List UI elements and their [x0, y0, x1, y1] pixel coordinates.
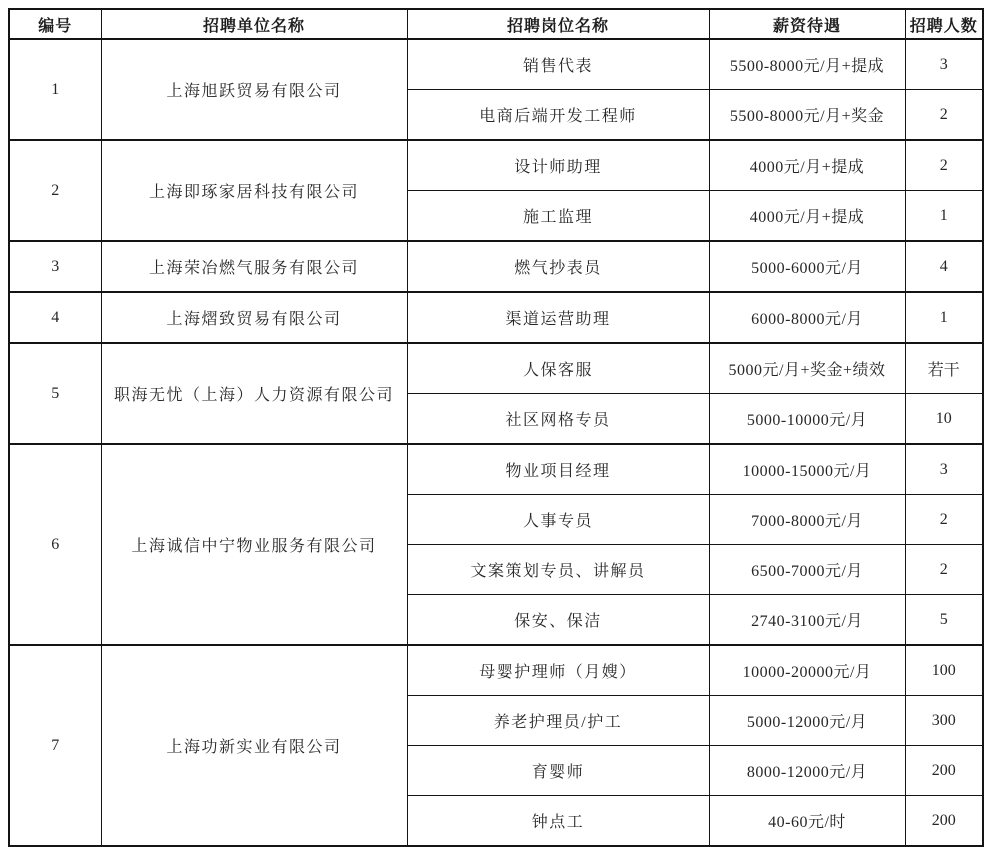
- position-cell: 渠道运营助理: [407, 292, 709, 343]
- header-no: 编号: [9, 9, 101, 39]
- position-cell: 燃气抄表员: [407, 241, 709, 292]
- position-cell: 文案策划专员、讲解员: [407, 545, 709, 595]
- table-row: [9, 292, 983, 343]
- row-number-cell: 5: [9, 343, 101, 444]
- position-cell: 物业项目经理: [407, 444, 709, 495]
- salary-cell: 10000-20000元/月: [709, 645, 905, 696]
- table-row: [9, 645, 983, 696]
- row-number-cell: 2: [9, 140, 101, 241]
- position-cell: 母婴护理师（月嫂）: [407, 645, 709, 696]
- headcount-cell: 3: [905, 444, 983, 495]
- position-cell: 设计师助理: [407, 140, 709, 191]
- position-cell: 施工监理: [407, 191, 709, 242]
- headcount-cell: 1: [905, 191, 983, 242]
- headcount-cell: 1: [905, 292, 983, 343]
- salary-cell: 8000-12000元/月: [709, 746, 905, 796]
- company-cell: 上海诚信中宁物业服务有限公司: [101, 444, 407, 645]
- company-cell: 职海无忧（上海）人力资源有限公司: [101, 343, 407, 444]
- position-cell: 人保客服: [407, 343, 709, 394]
- headcount-cell: 5: [905, 595, 983, 646]
- table-row: [9, 140, 983, 191]
- headcount-cell: 2: [905, 90, 983, 141]
- salary-cell: 5500-8000元/月+奖金: [709, 90, 905, 141]
- position-cell: 人事专员: [407, 495, 709, 545]
- salary-cell: 5500-8000元/月+提成: [709, 39, 905, 90]
- headcount-cell: 10: [905, 394, 983, 445]
- headcount-cell: 200: [905, 796, 983, 847]
- table-row: [9, 241, 983, 292]
- salary-cell: 6000-8000元/月: [709, 292, 905, 343]
- position-cell: 销售代表: [407, 39, 709, 90]
- position-cell: 育婴师: [407, 746, 709, 796]
- position-cell: 钟点工: [407, 796, 709, 847]
- headcount-cell: 4: [905, 241, 983, 292]
- company-cell: 上海旭跃贸易有限公司: [101, 39, 407, 140]
- salary-cell: 5000元/月+奖金+绩效: [709, 343, 905, 394]
- salary-cell: 10000-15000元/月: [709, 444, 905, 495]
- row-number-cell: 7: [9, 645, 101, 846]
- headcount-cell: 100: [905, 645, 983, 696]
- position-cell: 社区网格专员: [407, 394, 709, 445]
- header-salary: 薪资待遇: [709, 9, 905, 39]
- row-number-cell: 4: [9, 292, 101, 343]
- headcount-cell: 2: [905, 545, 983, 595]
- salary-cell: 7000-8000元/月: [709, 495, 905, 545]
- table-row: [9, 39, 983, 90]
- headcount-cell: 3: [905, 39, 983, 90]
- headcount-cell: 2: [905, 140, 983, 191]
- salary-cell: 6500-7000元/月: [709, 545, 905, 595]
- headcount-cell: 若干: [905, 343, 983, 394]
- headcount-cell: 200: [905, 746, 983, 796]
- position-cell: 养老护理员/护工: [407, 696, 709, 746]
- company-cell: 上海功新实业有限公司: [101, 645, 407, 846]
- recruitment-table: [8, 8, 984, 847]
- salary-cell: 40-60元/时: [709, 796, 905, 847]
- company-cell: 上海荣冶燃气服务有限公司: [101, 241, 407, 292]
- row-number-cell: 3: [9, 241, 101, 292]
- header-headcount: 招聘人数: [905, 9, 983, 39]
- table-row: [9, 444, 983, 495]
- position-cell: 电商后端开发工程师: [407, 90, 709, 141]
- header-company: 招聘单位名称: [101, 9, 407, 39]
- salary-cell: 4000元/月+提成: [709, 191, 905, 242]
- row-number-cell: 1: [9, 39, 101, 140]
- table-header-row: [9, 9, 983, 39]
- headcount-cell: 2: [905, 495, 983, 545]
- company-cell: 上海即琢家居科技有限公司: [101, 140, 407, 241]
- position-cell: 保安、保洁: [407, 595, 709, 646]
- salary-cell: 5000-10000元/月: [709, 394, 905, 445]
- salary-cell: 2740-3100元/月: [709, 595, 905, 646]
- table-row: [9, 343, 983, 394]
- salary-cell: 5000-12000元/月: [709, 696, 905, 746]
- salary-cell: 5000-6000元/月: [709, 241, 905, 292]
- company-cell: 上海熠致贸易有限公司: [101, 292, 407, 343]
- row-number-cell: 6: [9, 444, 101, 645]
- header-position: 招聘岗位名称: [407, 9, 709, 39]
- headcount-cell: 300: [905, 696, 983, 746]
- salary-cell: 4000元/月+提成: [709, 140, 905, 191]
